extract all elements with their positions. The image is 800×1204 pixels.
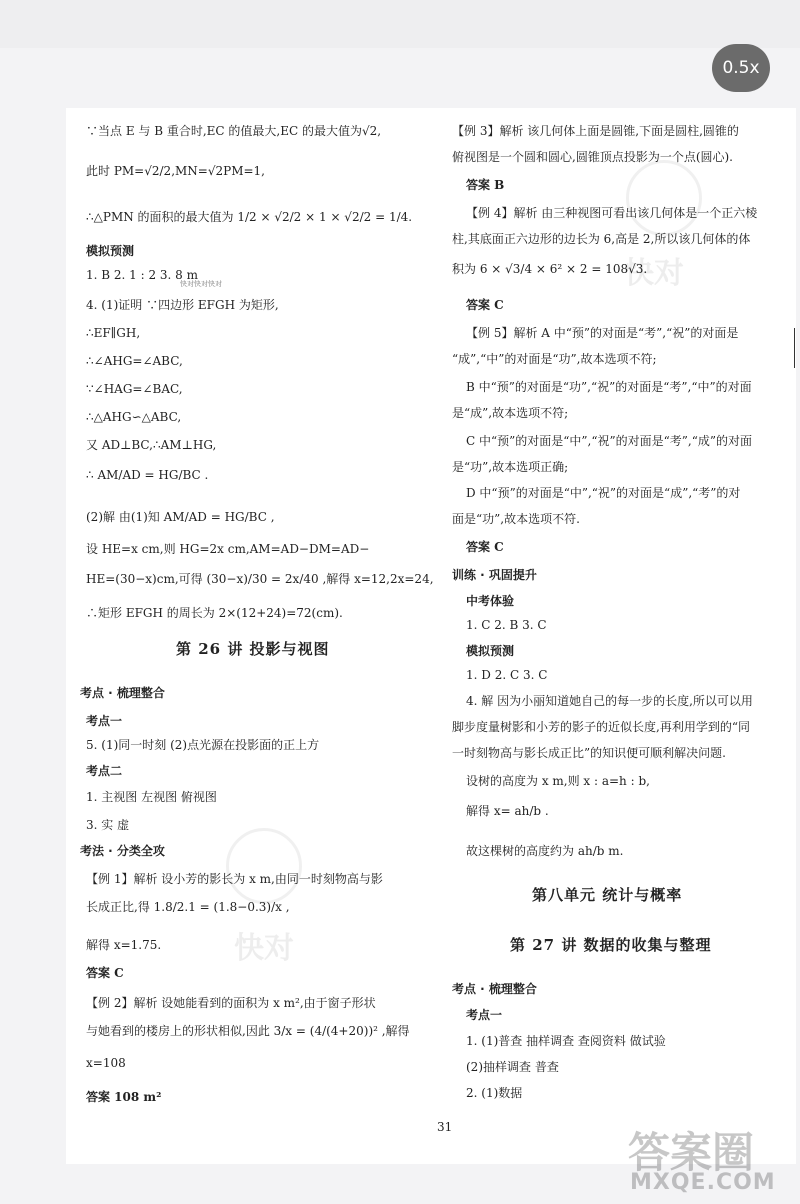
answer-line: 1. 主视图 左视图 俯视图 (86, 790, 217, 804)
heading-point-one: 考点一 (466, 1008, 503, 1022)
text-line: 【例 4】解析 由三种视图可看出该几何体是一个正六棱 (466, 206, 758, 220)
text-line: “成”,“中”的对面是“功”,故本选项不符; (452, 352, 657, 366)
text-line: ∴矩形 EFGH 的周长为 2×(12+24)=72(cm). (86, 606, 343, 620)
page-number: 31 (437, 1120, 453, 1134)
answer-line: 答案 C (466, 540, 504, 554)
text-line: 柱,其底面正六边形的边长为 6,高是 2,所以该几何体的体 (452, 232, 751, 246)
answer-line: 答案 B (466, 178, 505, 192)
zoom-level-button[interactable]: 0.5x (712, 44, 770, 92)
text-line: D 中“预”的对面是“中”,“祝”的对面是“成”,“考”的对 (466, 486, 741, 500)
text-line: ∴ AM/AD = HG/BC . (86, 468, 209, 482)
text-line: 设 HE=x cm,则 HG=2x cm,AM=AD−DM=AD− (86, 542, 370, 556)
text-line: x=108 (86, 1056, 126, 1070)
text-line: 是“功”,故本选项正确; (452, 460, 569, 474)
heading-methods: 考法 · 分类全攻 (80, 844, 165, 858)
text-line: ∵∠HAG=∠BAC, (86, 382, 183, 396)
lecture-title: 第 27 讲 数据的收集与整理 (510, 936, 712, 954)
text-line: 【例 5】解析 A 中“预”的对面是“考”,“祝”的对面是 (466, 326, 739, 340)
text-line: 【例 3】解析 该几何体上面是圆锥,下面是圆柱,圆锥的 (452, 124, 739, 138)
heading-training: 训练 · 巩固提升 (452, 568, 537, 582)
answer-line: 5. (1)同一时刻 (2)点光源在投影面的正上方 (86, 738, 320, 752)
site-logo (620, 1120, 800, 1204)
heading-simulated-prediction: 模拟预测 (86, 244, 135, 258)
heading-point-one: 考点一 (86, 714, 123, 728)
text-line: 脚步度量树影和小芳的影子的近似长度,再利用学到的“同 (452, 720, 750, 734)
text-line: ∴△AHG∽△ABC, (86, 410, 182, 424)
answer-line: 答案 108 m² (86, 1090, 162, 1104)
answer-line: 2. (1)数据 (466, 1086, 523, 1100)
answer-line: 答案 C (466, 298, 504, 312)
text-line: 4. 解 因为小丽知道她自己的每一步的长度,所以可以用 (466, 694, 753, 708)
watermark-circle (626, 160, 702, 236)
unit-title: 第八单元 统计与概率 (532, 886, 683, 904)
text-line: 积为 6 × √3/4 × 6² × 2 = 108√3. (452, 262, 648, 276)
text-line: 与她看到的楼房上的形状相似,因此 3/x = (4/(4+20))² ,解得 (86, 1024, 410, 1038)
text-line: 此时 PM=√2/2,MN=√2PM=1, (86, 164, 265, 178)
answer-line: (2)抽样调查 普查 (466, 1060, 559, 1074)
viewer-top-bar (0, 0, 800, 48)
text-line: 解得 x=1.75. (86, 938, 162, 952)
logo-text: 答案圈 (628, 1128, 755, 1177)
answer-line: 答案 C (86, 966, 124, 980)
answer-line: 1. C 2. B 3. C (466, 618, 547, 632)
text-line: ∴△PMN 的面积的最大值为 1/2 × √2/2 × 1 × √2/2 = 1/4. (86, 210, 413, 224)
text-line: 俯视图是一个圆和圆心,圆锥顶点投影为一个点(圆心). (452, 150, 733, 164)
text-line: 面是“功”,故本选项不符. (452, 512, 580, 526)
watermark-text: 快对 (234, 931, 294, 966)
text-line: (2)解 由(1)知 AM/AD = HG/BC , (86, 510, 275, 524)
text-line: HE=(30−x)cm,可得 (30−x)/30 = 2x/40 ,解得 x=12,2x=24, (86, 572, 434, 586)
text-line: 设树的高度为 x m,则 x : a=h : b, (466, 774, 650, 788)
heading-simulated-prediction: 模拟预测 (466, 644, 515, 658)
heading-point-two: 考点二 (86, 764, 123, 778)
text-line: 长成正比,得 1.8/2.1 = (1.8−0.3)/x , (86, 900, 290, 914)
watermark-circle (226, 828, 302, 904)
heading-points-review: 考点 · 梳理整合 (452, 982, 537, 996)
lecture-title: 第 26 讲 投影与视图 (176, 640, 330, 658)
answer-line: 1. (1)普查 抽样调查 查阅资料 做试验 (466, 1034, 666, 1048)
watermark-text: 快对 (624, 256, 684, 291)
text-line: 一时刻物高与影长成正比”的知识便可顺利解决问题. (452, 746, 726, 760)
answer-line: 1. D 2. C 3. C (466, 668, 548, 682)
watermark-stamp: 快对快对快对 (180, 280, 222, 288)
text-line: C 中“预”的对面是“中”,“祝”的对面是“考”,“成”的对面 (466, 434, 752, 448)
text-line: 【例 1】解析 设小芳的影长为 x m,由同一时刻物高与影 (86, 872, 383, 886)
text-line: 【例 2】解析 设她能看到的面积为 x m²,由于窗子形状 (86, 996, 376, 1010)
text-line: 是“成”,故本选项不符; (452, 406, 569, 420)
text-line: 4. (1)证明 ∵四边形 EFGH 为矩形, (86, 298, 279, 312)
text-line: ∵当点 E 与 B 重合时,EC 的值最大,EC 的最大值为√2, (86, 124, 382, 138)
document-page (66, 108, 796, 1164)
text-line: ∴∠AHG=∠ABC, (86, 354, 183, 368)
text-line: B 中“预”的对面是“功”,“祝”的对面是“考”,“中”的对面 (466, 380, 752, 394)
text-line: 解得 x= ah/b . (466, 804, 549, 818)
answer-line: 3. 实 虚 (86, 818, 130, 832)
text-line: ∴EF∥GH, (86, 326, 141, 340)
heading-exam-experience: 中考体验 (466, 594, 515, 608)
text-line: 故这棵树的高度约为 ah/b m. (466, 844, 624, 858)
logo-url: MXQE.COM (630, 1170, 776, 1195)
answer-line: 1. B 2. 1 : 2 3. 8 m (86, 268, 199, 282)
margin-mark (794, 328, 795, 368)
heading-points-review: 考点 · 梳理整合 (80, 686, 165, 700)
text-line: 又 AD⊥BC,∴AM⊥HG, (86, 438, 217, 452)
